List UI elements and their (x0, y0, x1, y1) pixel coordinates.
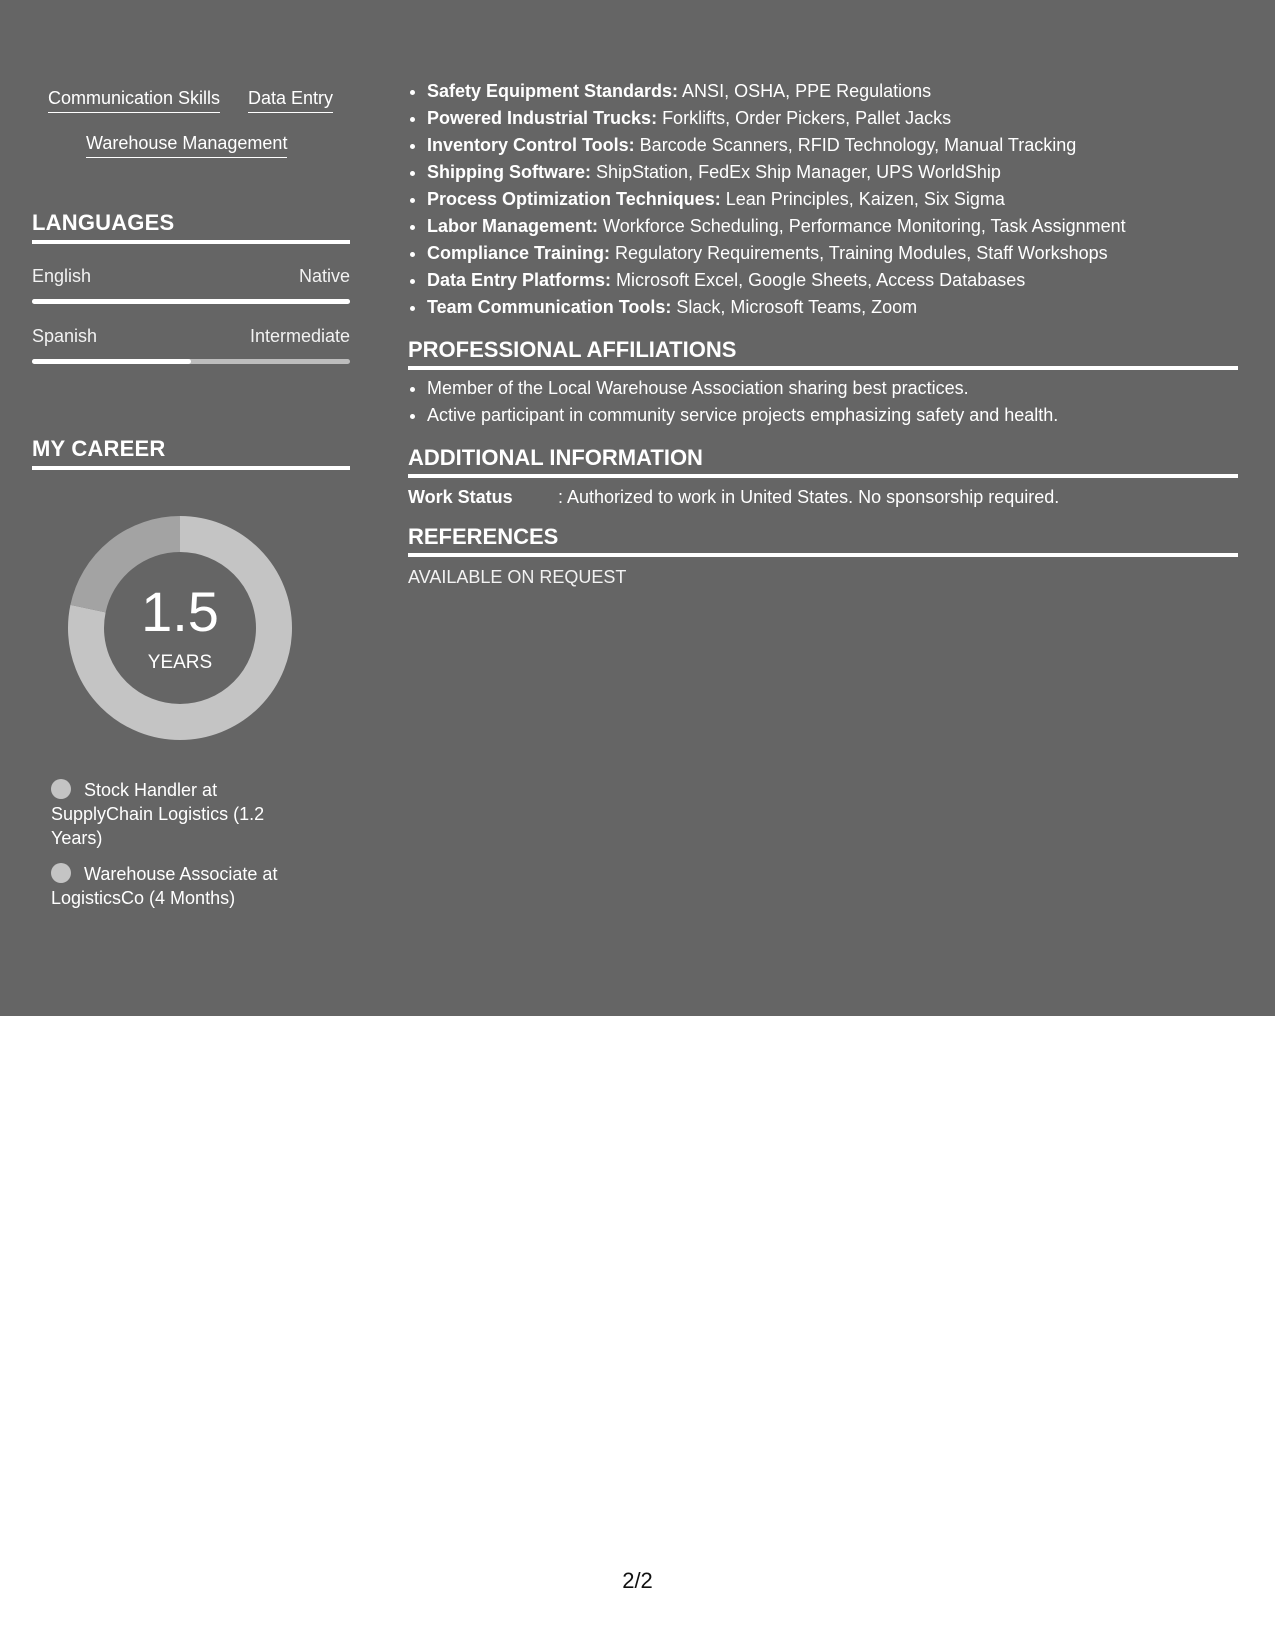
career-legend (51, 778, 311, 910)
language-proficiency-bar (32, 359, 350, 364)
work-status-label: Work Status (408, 487, 513, 507)
references-text: AVAILABLE ON REQUEST (408, 567, 627, 587)
affiliations-list (408, 375, 1238, 429)
language-name: English (32, 266, 92, 286)
language-proficiency-fill (32, 299, 350, 304)
skills-tag-cloud (32, 0, 350, 170)
additional-info-title: ADDITIONAL INFORMATION (408, 445, 1238, 478)
skill-term: Data Entry Platforms: (427, 270, 612, 290)
language-proficiency-bar (32, 299, 350, 304)
skill-term: Process Optimization Techniques: (427, 189, 721, 209)
list-item (427, 132, 1238, 159)
career-legend-item (51, 778, 311, 850)
skill-term: Powered Industrial Trucks: (427, 108, 658, 128)
career-title: MY CAREER (32, 436, 350, 470)
career-total-unit: YEARS (147, 652, 213, 673)
languages-title: LANGUAGES (32, 210, 350, 244)
skill-tag: Data Entry (248, 88, 333, 113)
language-level: Intermediate (249, 326, 350, 346)
right-column (408, 78, 1238, 588)
skill-desc: Barcode Scanners, RFID Technology, Manual Tracking (634, 135, 1077, 155)
skill-desc: Lean Principles, Kaizen, Six Sigma (720, 189, 1005, 209)
references-section (408, 524, 1238, 588)
skill-desc: ANSI, OSHA, PPE Regulations (678, 81, 932, 101)
references-title: REFERENCES (408, 524, 1238, 557)
page-number: 2/2 (622, 1568, 653, 1593)
list-item (427, 159, 1238, 186)
career-label: Stock Handler at SupplyChain Logistics (1.2 Years) (51, 780, 265, 848)
list-item (427, 213, 1238, 240)
career-legend-item (51, 862, 311, 910)
affiliations-title: PROFESSIONAL AFFILIATIONS (408, 337, 1238, 370)
list-item: • Member of the Local Warehouse Association sharing best practices. (427, 375, 1238, 402)
skill-tag: Warehouse Management (86, 133, 287, 158)
language-proficiency-fill (32, 359, 191, 364)
skill-desc: Microsoft Excel, Google Sheets, Access Databases (611, 270, 1026, 290)
language-name: Spanish (32, 326, 98, 346)
list-item (427, 105, 1238, 132)
left-column (32, 0, 350, 922)
career-dot-icon (51, 779, 71, 799)
career-label: Warehouse Associate at LogisticsCo (4 Months) (51, 864, 278, 908)
skill-desc: Regulatory Requirements, Training Modules, Staff Workshops (610, 243, 1108, 263)
list-item: • Active participant in community service projects emphasizing safety and health. (427, 402, 1238, 429)
work-status-value: : Authorized to work in United States. No sponsorship required. (558, 487, 1060, 507)
affiliations-section (408, 337, 1238, 429)
language-item (32, 326, 350, 364)
career-total-value: 1.5 (141, 580, 219, 643)
skill-tag: Communication Skills (48, 88, 220, 113)
skill-desc: Slack, Microsoft Teams, Zoom (671, 297, 918, 317)
work-status-row (408, 487, 1238, 508)
skill-term: Safety Equipment Standards: (427, 81, 679, 101)
list-item (427, 186, 1238, 213)
additional-info-section (408, 445, 1238, 508)
list-item (427, 294, 1238, 321)
career-donut-chart (66, 514, 294, 742)
technical-skills-list (408, 78, 1238, 321)
skill-term: Inventory Control Tools: (427, 135, 635, 155)
career-dot-icon (51, 863, 71, 883)
list-item (427, 78, 1238, 105)
skill-term: Labor Management: (427, 216, 599, 236)
skill-term: Team Communication Tools: (427, 297, 672, 317)
language-level: Native (298, 266, 350, 286)
list-item (427, 267, 1238, 294)
career-section (32, 436, 350, 910)
skill-term: Shipping Software: (427, 162, 591, 182)
language-item (32, 266, 350, 304)
skill-desc: Workforce Scheduling, Performance Monitoring, Task Assignment (598, 216, 1126, 236)
skill-desc: Forklifts, Order Pickers, Pallet Jacks (657, 108, 952, 128)
skill-desc: ShipStation, FedEx Ship Manager, UPS WorldShip (591, 162, 1001, 182)
list-item (427, 240, 1238, 267)
languages-section (32, 210, 350, 364)
skill-term: Compliance Training: (427, 243, 611, 263)
